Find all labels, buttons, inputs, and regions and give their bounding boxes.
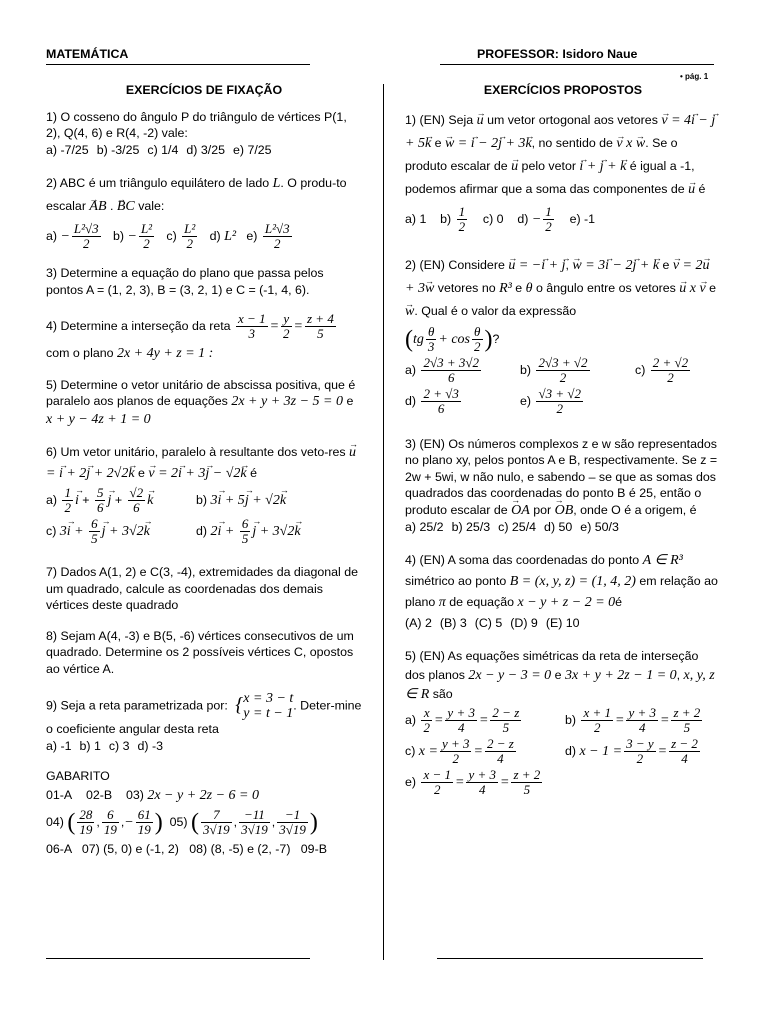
text: por [533,502,552,517]
exercise-8: 8) Sejam A(4, -3) e B(5, -6) vértices consecutivos de um quadrado. Determine os 2 possíveis vértices C, opostos ao vértice A. [46,628,354,676]
answer: 02-B [85,787,113,802]
option: e) 50/3 [580,520,619,534]
plane-eq-1: 2x − y − 3 = 0 [468,667,552,683]
answer: 04) [46,814,64,829]
text: simétrico ao ponto [405,573,507,588]
footer-rule-left [46,958,310,959]
option: (D) 9 [510,615,538,630]
option: (E) 10 [545,615,580,630]
conjunction: e [138,466,145,480]
text: é [698,181,706,196]
left-column [46,82,362,858]
system-eq-2: y = t − 1 [243,706,294,721]
option: d) [517,211,529,226]
question-mark: ? [492,331,500,346]
exercise-5-eq2: x + y − 4z + 1 = 0 [46,411,151,427]
option: b) -3/25 [96,142,140,157]
exercise-9-text-a: 9) Seja a reta parametrizada por: [46,698,228,713]
point-B: B = (x, y, z) = (1, 4, 2) [509,573,636,589]
option: a) 1 [405,211,427,226]
exercise-7: 7) Dados A(1, 2) e C(3, -4), extremidades da diagonal de um quadrado, calcule as coordenadas dos demais vértices deste quadrado [46,565,358,612]
proposed-1-options: a) 1 b) $\frac{1}{2}$ c) 0 d) − $\frac{1}{2}$ e) -1 [405,203,596,234]
exercise-2-text-c: vale: [138,199,165,213]
page-number: • pág. 1 [680,72,709,81]
exercise-3: 3) Determine a equação do plano que passa pelos pontos A = (1, 2, 3), B = (3, 2, 1) e C = (-1, 4, 6). [46,266,324,297]
option: d) 3/25 [186,142,225,157]
option: (A) 2 [405,615,432,630]
text: de equação [449,594,515,609]
vector-BC: → BC [117,199,135,214]
text: 2) (EN) Considere [405,257,505,272]
proposed-1: 1) (EN) Seja → u um vetor ortogonal aos vetores → v = 4→ i − → j + 5→ k e → w = → i − 2→ j + 3→ k, no sentido de → v x → w. Se o produto escalar de → u pelo vetor → i + → j + → k é igual a -1, podemos afirmar que a soma das componentes de → u é a) 1 b) $\frac{1}{2}$ c) 0 d) − $\frac{1}{2}$ e) -1 [405,109,721,234]
option: b) [440,211,452,226]
vector-OA: → OA [511,503,530,518]
option: c) 0 [482,211,504,226]
option: b) 25/3 [451,520,491,534]
conjunction: e [346,394,354,408]
option: a) -7/25 [46,142,89,157]
exercise-9-options [46,738,362,755]
exercise-5-eq1: 2x + y + 3z − 5 = 0 [231,394,343,409]
proposed-3 [405,436,721,536]
text: e [709,280,717,295]
text: . Se o produto escalar de [405,135,678,173]
exercise-2-text-a: 2) ABC é um triângulo equilátero de lado [46,176,270,190]
text: é igual a -1, podemos afirmar que a soma das componentes de [405,158,695,196]
text: 4) (EN) A soma das coordenadas do ponto [405,552,640,567]
option: (B) 3 [439,615,467,630]
subject-label: MATEMÁTICA [46,47,129,61]
text: é [615,594,623,609]
proposed-2: 2) (EN) Considere → u = −→ i + → j, → w = 3→ i − 2→ j + → k e → v = 2→ u + 3→ w vetores no R³ e θ o ângulo entre os vetores → u x → v e → w. Qual é o valor da expressão (tg $\frac{\theta}{3}$ + cos $\frac{\theta}{2}$ )? a) $\frac{2√3 + 3√2}{6}$ b) $\frac{2√3 + √2}{2}$ c) $\frac{2 + √2}{2}$ d) $\frac{2 + √3}{6}$ e) $\frac{√3 + √2}{2}$ [405,254,721,416]
gabarito: GABARITO 01-A 02-B 03) 2x − y + 2z − 6 = 0 04) ( $\frac{28}{19}$ , $\frac{6}{19}$ ,− $\frac{61}{19}$ ) 05) ( $\frac{7}{3√19}$ , $\frac{-11}{3√19}$ , $\frac{-1}{3√19}$ ) 06-A 07) (5, 0) e (-1, 2) 08) (8, -5) e (2, -7) 09-B [46,768,362,858]
text: 3) (EN) Os números complexos z e w são representados no plano xy, pelos pontos A e B, respectivamente. Se z = 2w + 5wi, w não nulo, e sabendo – se que as somas dos quadrados das coordenadas do ponto B é 25, então o produto escalar de [405,436,718,517]
footer-rule-right [437,958,703,959]
exercise-5 [46,377,362,429]
text: , onde O é a origem, é [573,502,697,517]
proposed-4: 4) (EN) A soma das coordenadas do ponto A ∈ R³ simétrico ao ponto B = (x, y, z) = (1, 4, 2) em relação ao plano π de equação x − y + z − 2 = 0é (A) 2 (B) 3 (C) 5 (D) 9 (E) 10 [405,550,721,633]
answer: 05) [169,814,188,829]
option: c) 3 [108,738,130,753]
text: 1) (EN) Seja [405,112,474,127]
option: d) -3 [137,738,163,753]
exercise-4-plane: 2x + 4y + z = 1 : [116,346,214,361]
answer: 03) [125,787,144,802]
option: e) -1 [569,211,596,226]
text: . Qual é o valor da expressão [414,303,577,318]
proposed-5-options: a) $\frac{x}{2}$ = $\frac{y + 3}{4}$ = $\frac{2 - z}{5}$ b) $\frac{x + 1}{2}$ = $\frac{y + 3}{4}$ = $\frac{z + 2}{5}$ c) x = $\frac{y + 3}{2}$ = $\frac{2 - z}{4}$ d) x − 1 = $\frac{3 - y}{2}$ = $\frac{z - 2}{4}$ e) $\frac{x - 1}{2}$ = $\frac{y + 3}{4}$ = $\frac{z + 2}{5}$ [405,704,701,797]
exercise-1-text: 1) O cosseno do ângulo P do triângulo de vértices P(1, 2), Q(4, 6) e R(4, -2) vale: [46,109,347,140]
text: são [432,686,453,701]
exercise-9-text-b: . Deter-mine o coeficiente angular desta reta [46,698,362,736]
answer-eq: 2x − y + 2z − 6 = 0 [147,787,259,803]
right-column [405,82,721,806]
option: (C) 5 [474,615,503,630]
vector-OB: → OB [555,503,574,518]
text: um vetor ortogonal aos vetores [487,112,658,127]
column-divider [383,84,384,960]
exercise-4: 4) Determine a interseção da reta $\frac{x - 1}{3}$ = $\frac{y}{2}$ = $\frac{z + 4}{5}$ com o plano 2x + 4y + z = 1 : [46,311,334,361]
proposed-3-options [405,519,721,536]
option: e) 7/25 [232,142,272,157]
text: pelo vetor [521,158,576,173]
option: a) -1 [46,738,72,753]
right-section-title: EXERCÍCIOS PROPOSTOS [483,83,643,97]
conjunction: e [554,667,562,682]
exercise-2-options: a) − $\frac{\text{L²√3}}{2}$ b) − $\frac{\text{L²}}{2}$ c) $\frac{\text{L²}}{2}$ d) L² e) $\frac{\text{L²√3}}{2}$ [46,221,290,251]
answer: 01-A [46,787,73,802]
exercise-6-text: 6) Um vetor unitário, paralelo à resultante dos veto-res [46,445,346,459]
proposed-2-options: a) $\frac{2√3 + 3√2}{6}$ b) $\frac{2√3 + √2}{2}$ c) $\frac{2 + √2}{2}$ d) $\frac{2 + √3}{6}$ e) $\frac{√3 + √2}{2}$ [405,354,689,416]
exercise-1 [46,109,362,159]
answers-last-row: 06-A 07) (5, 0) e (-1, 2) 08) (8, -5) e (2, -7) 09-B [46,842,327,856]
option: c) 1/4 [147,142,179,157]
professor-label: PROFESSOR: Isidoro Naue [477,47,638,61]
plane-eq-2: 3x + y + 2z − 1 = 0 [564,667,677,683]
exercise-5-text: 5) Determine o vetor unitário de abscissa positiva, que é paralelo aos planos de equações [46,377,356,408]
system-eq-1: x = 3 − t [243,691,294,706]
exercise-6-end: é [250,466,257,480]
text: , no sentido de [531,135,613,150]
text: o ângulo entre os vetores [535,280,676,295]
exercise-1-options [46,142,362,159]
exercise-4-text-a: 4) Determine a interseção da reta [46,318,231,333]
domain: x, y, z ∈ R [405,667,715,702]
vector-AB: → AB [89,199,106,214]
exercise-2-text-b: . O produ-to escalar [46,176,347,213]
header-rule-left [46,64,310,65]
plane-eq: x − y + z − 2 = 0 [517,594,616,610]
text: 5) (EN) As equações simétricas da reta de interseção dos planos [405,648,699,682]
gabarito-title: GABARITO [46,769,110,783]
option: a) 25/2 [405,520,444,534]
text: vetores no [437,280,496,295]
exercise-9: 9) Seja a reta parametrizada por: { x = 3 − t y = t − 1 . Deter-mine o coeficiente angular desta reta a) -1 b) 1 c) 3 d) -3 [46,691,362,753]
text: e [515,280,523,295]
exercise-6-options: a) $\frac{1}{2}$ → i + $\frac{5}{6}$ → j + $\frac{√2}{6}$ → k b) 3→ i + 5→ j + √2→ k c) 3→ i + $\frac{6}{5}$ → j + 3√2→ k d) 2→ i + $\frac{6}{5}$ → j + 3√2→ k [46,486,362,546]
proposed-5: 5) (EN) As equações simétricas da reta de interseção dos planos 2x − y − 3 = 0 e 3x + y + 2z − 1 = 0, x, y, z ∈ R são a) $\frac{x}{2}$ = $\frac{y + 3}{4}$ = $\frac{2 - z}{5}$ b) $\frac{x + 1}{2}$ = $\frac{y + 3}{4}$ = $\frac{z + 2}{5}$ c) x = $\frac{y + 3}{2}$ = $\frac{2 - z}{4}$ d) x − 1 = $\frac{3 - y}{2}$ = $\frac{z - 2}{4}$ e) $\frac{x - 1}{2}$ = $\frac{y + 3}{4}$ = $\frac{z + 2}{5}$ [405,647,721,797]
side-L: L [272,176,281,191]
exercise-6: 6) Um vetor unitário, paralelo à resultante dos veto-res → u = → i + 2→ j + 2√2→ k e → v = 2→ i + 3→ j − √2→ k é a) $\frac{1}{2}$ → i + $\frac{5}{6}$ → j + $\frac{√2}{6}$ → k b) 3→ i + 5→ j + √2→ k c) 3→ i + $\frac{6}{5}$ → j + 3√2→ k d) 2→ i + $\frac{6}{5}$ → j + 3√2→ k [46,442,362,546]
proposed-4-options [405,613,721,633]
option: b) 1 [79,738,101,753]
option: d) 50 [544,520,573,534]
exercise-4-text-b: com o plano [46,346,114,360]
left-section-title: EXERCÍCIOS DE FIXAÇÃO [125,83,283,97]
text: em relação ao plano [405,573,718,609]
exercise-2: 2) ABC é um triângulo equilátero de lado L. O produ-to escalar → AB . → BC vale: a) − $\frac{\text{L²√3}}{2}$ b) − $\frac{\text{L²}}{2}$ c) $\frac{\text{L²}}{2}$ d) L² e) $\frac{\text{L²√3}}{2}$ [46,172,362,251]
option: c) 25/4 [498,520,537,534]
header-rule-right [440,64,714,65]
